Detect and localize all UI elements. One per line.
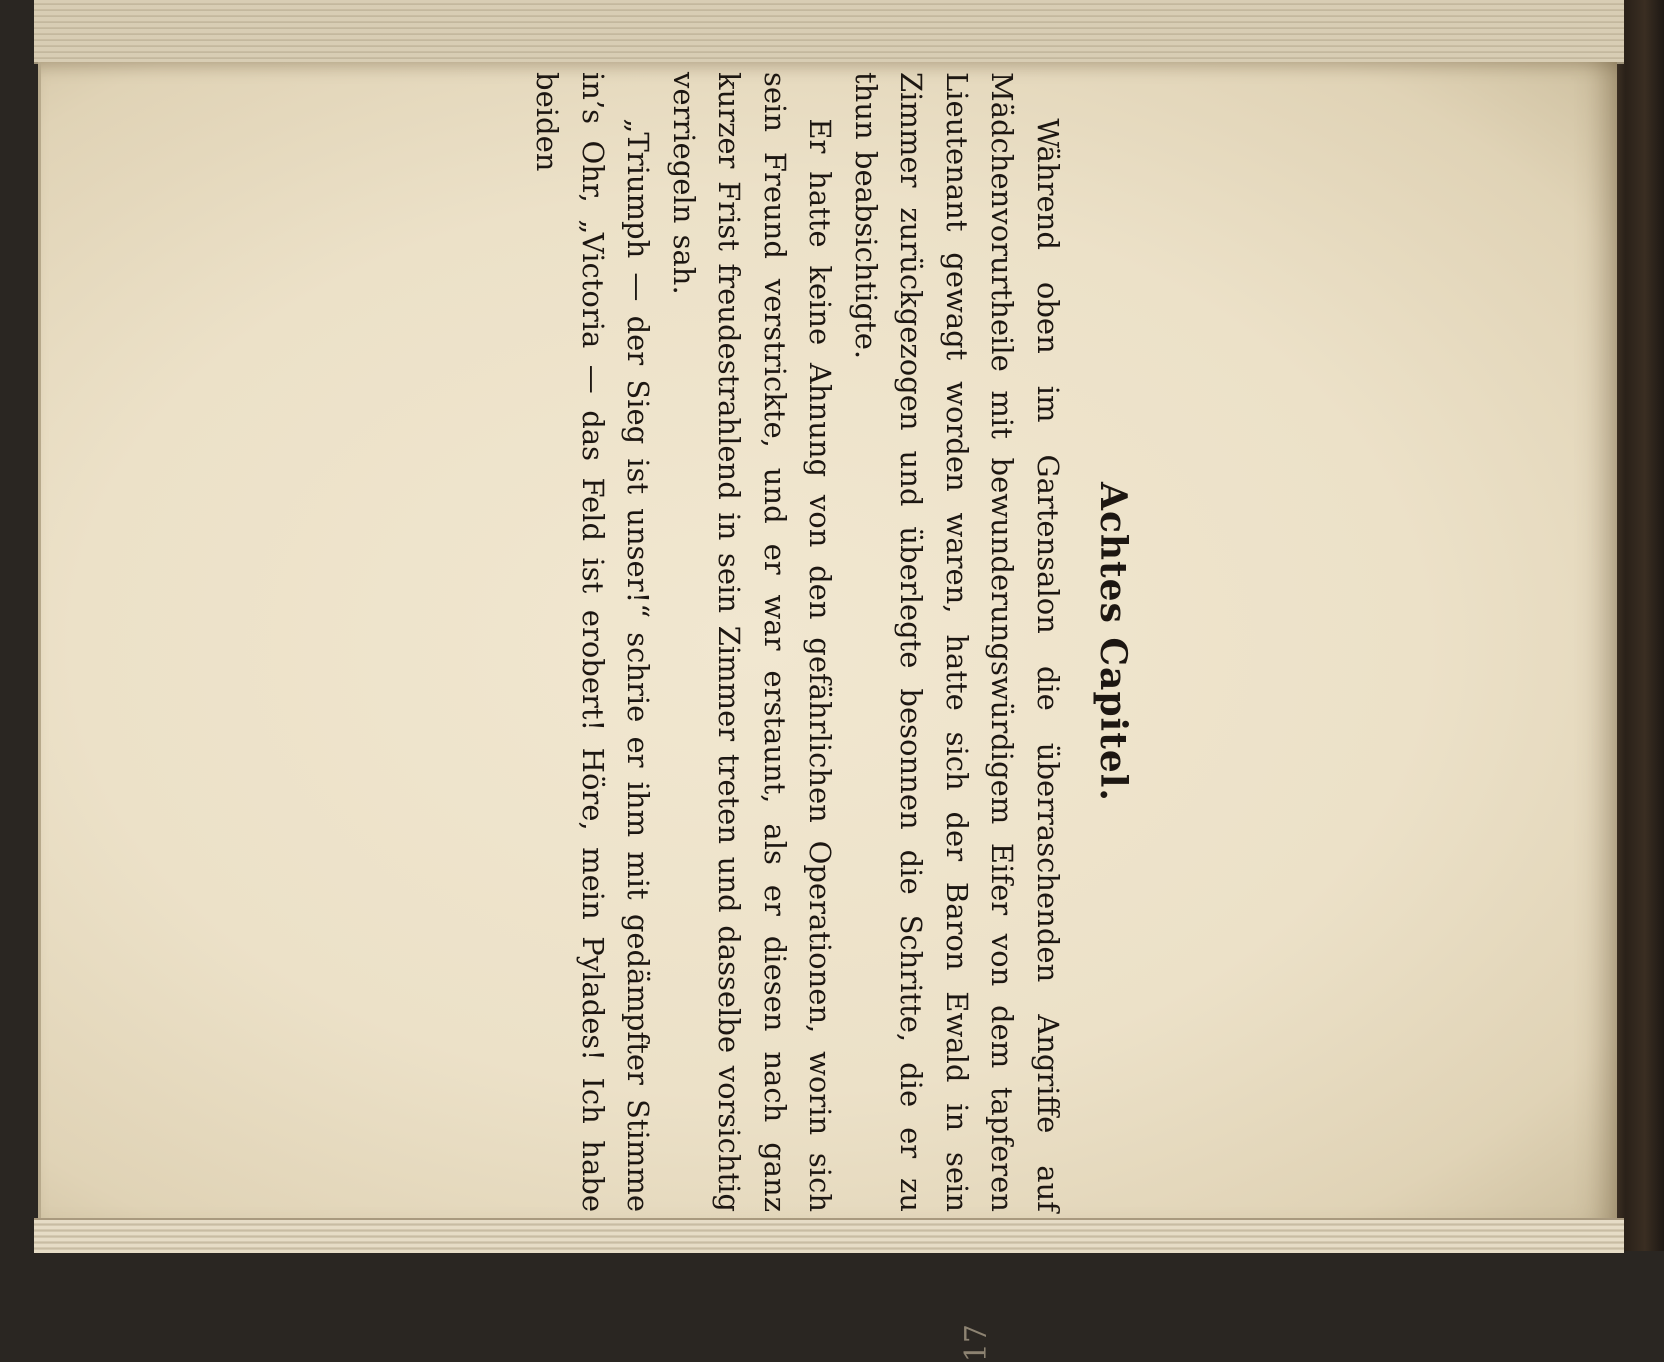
page-edge-stack-bottom [34, 1218, 1624, 1253]
page-text-block [524, 72, 1134, 1362]
paragraph-3: „Triumph — der Sieg ist unser!“ schrie er ihm mit gedämpfter Stimme in’s Ohr, „Victoria — das Feld ist erobert! Höre, mein Pylades! Ich habe beiden [530, 72, 656, 1212]
paragraph-1: Während oben im Gartensalon die überraschenden Angriffe auf Mädchenvorurtheile mit bewunderungswürdigem Eifer von dem tapferen Lieutenant gewagt worden waren, hatte sich der Baron Ewald in sein Zimmer zurückgezogen und überlegte besonnen die Schritte, die er zu thun beabsichtigte. [849, 72, 1065, 1212]
page-edge-stack-top [34, 0, 1624, 64]
page-number: 17 [959, 1323, 994, 1362]
chapter-title: Achtes Capitel. [1092, 482, 1134, 802]
book-page [38, 62, 1617, 1362]
paragraph-2: Er hatte keine Ahnung von den gefährlichen Operationen, worin sich sein Freund verstrickte, und er war erstaunt, als er diesen nach ganz kurzer Frist freudestrahlend in sein Zimmer treten und dasselbe vorsichtig verriegeln sah. [667, 72, 838, 1212]
